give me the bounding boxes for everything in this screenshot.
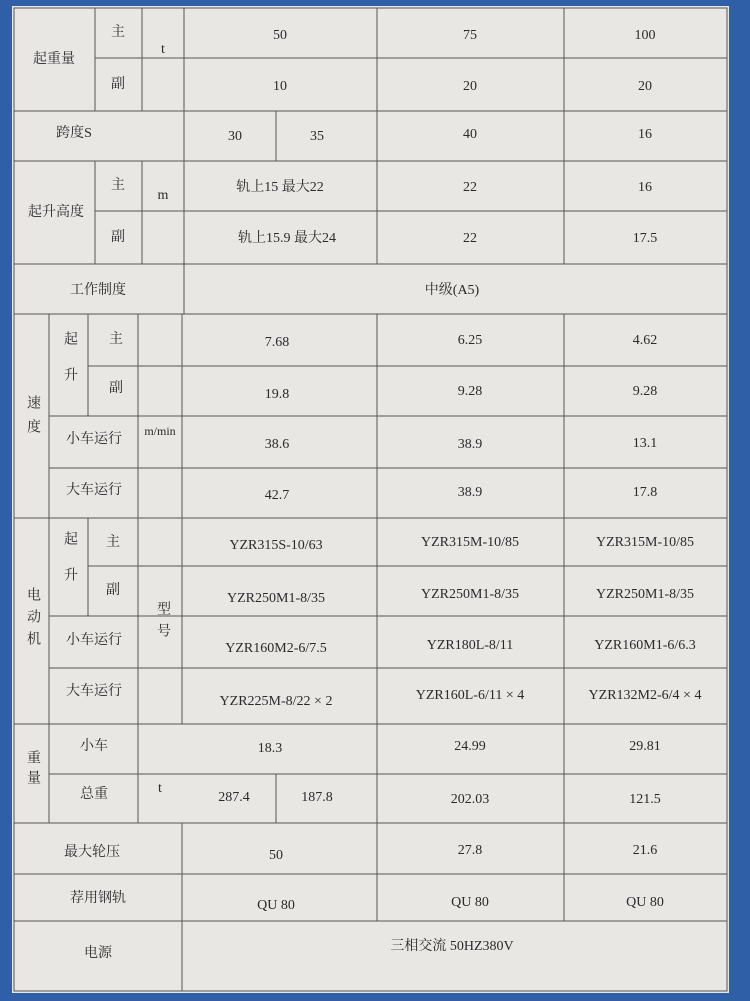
cell: 202.03 <box>450 792 490 807</box>
cell: 9.28 <box>632 384 658 399</box>
motor-aux-label: 副 <box>106 583 120 598</box>
motor-main-label: 主 <box>106 535 120 550</box>
cell: YZR250M1-8/35 <box>596 587 694 602</box>
cell: 21.6 <box>632 843 658 858</box>
cell: YZR160L-6/11 × 4 <box>415 688 525 703</box>
cell: 22 <box>463 231 477 246</box>
lifting-height-main-label: 主 <box>111 178 125 193</box>
cell: 38.9 <box>457 437 483 452</box>
cell: QU 80 <box>626 895 664 910</box>
speed-crane-label: 大车运行 <box>66 483 122 498</box>
cell: 10 <box>273 79 287 94</box>
motor-label: 电动机 <box>25 587 40 653</box>
cell: 20 <box>463 79 477 94</box>
cell: 40 <box>463 127 477 142</box>
speed-main-label: 主 <box>109 332 123 347</box>
speed-hoist-label: 起升 <box>62 331 77 403</box>
cell: YZR315S-10/63 <box>229 538 323 553</box>
cell: 9.28 <box>457 384 483 399</box>
speed-label: 速度 <box>25 395 40 443</box>
weight-trolley-label: 小车 <box>80 739 108 754</box>
weight-unit: t <box>158 781 162 796</box>
cell: 38.9 <box>457 485 483 500</box>
power-label: 电源 <box>84 946 112 961</box>
power-value: 三相交流 50HZ380V <box>390 939 514 954</box>
cell: 50 <box>269 848 283 863</box>
crane-spec-sheet <box>12 6 729 993</box>
speed-aux-label: 副 <box>109 381 123 396</box>
cell: 轨上15.9 最大24 <box>238 231 336 246</box>
lifting-height-label: 起升高度 <box>28 205 84 220</box>
cell: YZR250M1-8/35 <box>227 591 325 606</box>
cell: 6.25 <box>457 333 483 348</box>
lifting-capacity-unit: t <box>161 42 165 57</box>
cell: 27.8 <box>457 843 483 858</box>
weight-total-label: 总重 <box>80 787 108 802</box>
cell: YZR132M2-6/4 × 4 <box>588 688 702 703</box>
cell: YZR225M-8/22 × 2 <box>219 694 333 709</box>
cell: 18.3 <box>257 741 283 756</box>
cell: YZR160M1-6/6.3 <box>594 638 696 653</box>
cell: YZR250M1-8/35 <box>421 587 519 602</box>
cell: QU 80 <box>451 895 489 910</box>
max-wheel-load-label: 最大轮压 <box>64 845 120 860</box>
cell: 16 <box>638 180 652 195</box>
cell: YZR180L-8/11 <box>426 638 514 653</box>
cell: 38.6 <box>264 437 290 452</box>
cell: 22 <box>463 180 477 195</box>
motor-unit: 型号 <box>155 601 170 645</box>
cell: 17.5 <box>632 231 658 246</box>
cell: YZR160M2-6/7.5 <box>225 641 327 656</box>
duty-value: 中级(A5) <box>424 283 480 298</box>
cell: 187.8 <box>301 790 333 805</box>
cell: 7.68 <box>264 335 290 350</box>
cell: 17.8 <box>632 485 658 500</box>
lifting-capacity-main-label: 主 <box>111 25 125 40</box>
cell: 20 <box>638 79 652 94</box>
cell: QU 80 <box>257 898 295 913</box>
motor-hoist-label: 起升 <box>62 531 77 603</box>
cell: 50 <box>273 28 287 43</box>
cell: 30 <box>228 129 242 144</box>
lifting-capacity-label: 起重量 <box>33 52 75 67</box>
cell: 75 <box>463 28 477 43</box>
speed-trolley-label: 小车运行 <box>66 432 122 447</box>
cell: YZR315M-10/85 <box>421 535 519 550</box>
cell: 轨上15 最大22 <box>236 180 324 195</box>
motor-crane-label: 大车运行 <box>66 684 122 699</box>
motor-trolley-label: 小车运行 <box>66 633 122 648</box>
cell: 16 <box>638 127 652 142</box>
cell: YZR315M-10/85 <box>596 535 694 550</box>
cell: 287.4 <box>218 790 250 805</box>
rail-label: 荐用钢轨 <box>70 891 126 906</box>
speed-unit: m/min <box>144 424 176 438</box>
cell: 4.62 <box>632 333 658 348</box>
cell: 121.5 <box>629 792 661 807</box>
cell: 35 <box>310 129 324 144</box>
cell: 42.7 <box>264 488 290 503</box>
duty-label: 工作制度 <box>70 283 126 298</box>
weight-label: 重量 <box>25 750 40 790</box>
cell: 29.81 <box>629 739 661 754</box>
lifting-height-unit: m <box>157 188 169 203</box>
cell: 19.8 <box>264 387 290 402</box>
cell: 13.1 <box>632 436 658 451</box>
cell: 24.99 <box>454 739 486 754</box>
lifting-capacity-aux-label: 副 <box>111 77 125 92</box>
lifting-height-aux-label: 副 <box>111 230 125 245</box>
span-label: 跨度S <box>56 126 92 141</box>
cell: 100 <box>634 28 656 43</box>
